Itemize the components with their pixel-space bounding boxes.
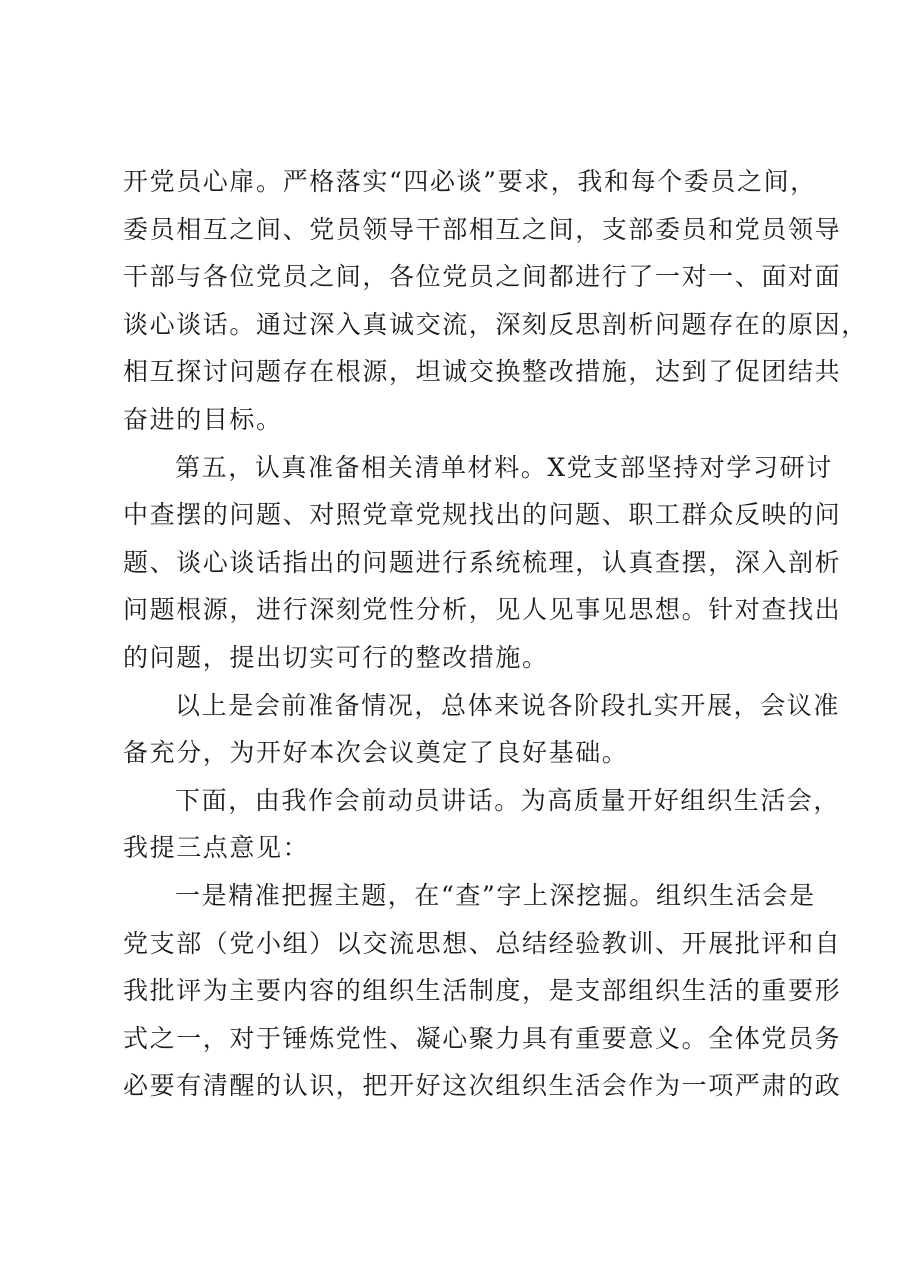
paragraph-start-line: 第五，认真准备相关清单材料。X党支部坚持对学习研讨 (175, 452, 833, 482)
text-line: 奋进的目标。 (123, 404, 283, 434)
text-line: 问题根源，进行深刻党性分析，见人见事见思想。针对查找出 (123, 595, 842, 625)
paragraph-start-line: 一是精准把握主题，在“查”字上深挖掘。组织生活会是 (175, 880, 816, 910)
text-line: 题、谈心谈话指出的问题进行系统梳理，认真查摆，深入剖析 (123, 547, 842, 577)
text-line: 党支部（党小组）以交流思想、总结经验教训、开展批评和自 (123, 928, 842, 958)
text-line: 干部与各位党员之间，各位党员之间都进行了一对一、面对面 (123, 262, 842, 292)
paragraph-start-line: 下面，由我作会前动员讲话。为高质量开好组织生活会， (175, 785, 841, 815)
text-line: 谈心谈话。通过深入真诚交流，深刻反思剖析问题存在的原因， (123, 309, 868, 339)
text-line: 中查摆的问题、对照党章党规找出的问题、职工群众反映的问 (123, 500, 842, 530)
text-line: 我提三点意见： (123, 833, 310, 863)
text-line: 我批评为主要内容的组织生活制度，是支部组织生活的重要形 (123, 976, 842, 1006)
text-line: 备充分，为开好本次会议奠定了良好基础。 (123, 738, 629, 768)
document-body (123, 158, 868, 1110)
text-line: 相互探讨问题存在根源，坦诚交换整改措施，达到了促团结共 (123, 357, 842, 387)
paragraph-start-line: 以上是会前准备情况，总体来说各阶段扎实开展，会议准 (175, 690, 841, 720)
text-line: 式之一，对于锤炼党性、凝心聚力具有重要意义。全体党员务 (123, 1023, 842, 1053)
text-line: 的问题，提出切实可行的整改措施。 (123, 642, 549, 672)
text-line: 委员相互之间、党员领导干部相互之间，支部委员和党员领导 (123, 214, 842, 244)
text-line: 必要有清醒的认识，把开好这次组织生活会作为一项严肃的政 (123, 1071, 842, 1101)
text-line: 开党员心扉。严格落实“四必谈”要求，我和每个委员之间， (123, 167, 817, 196)
